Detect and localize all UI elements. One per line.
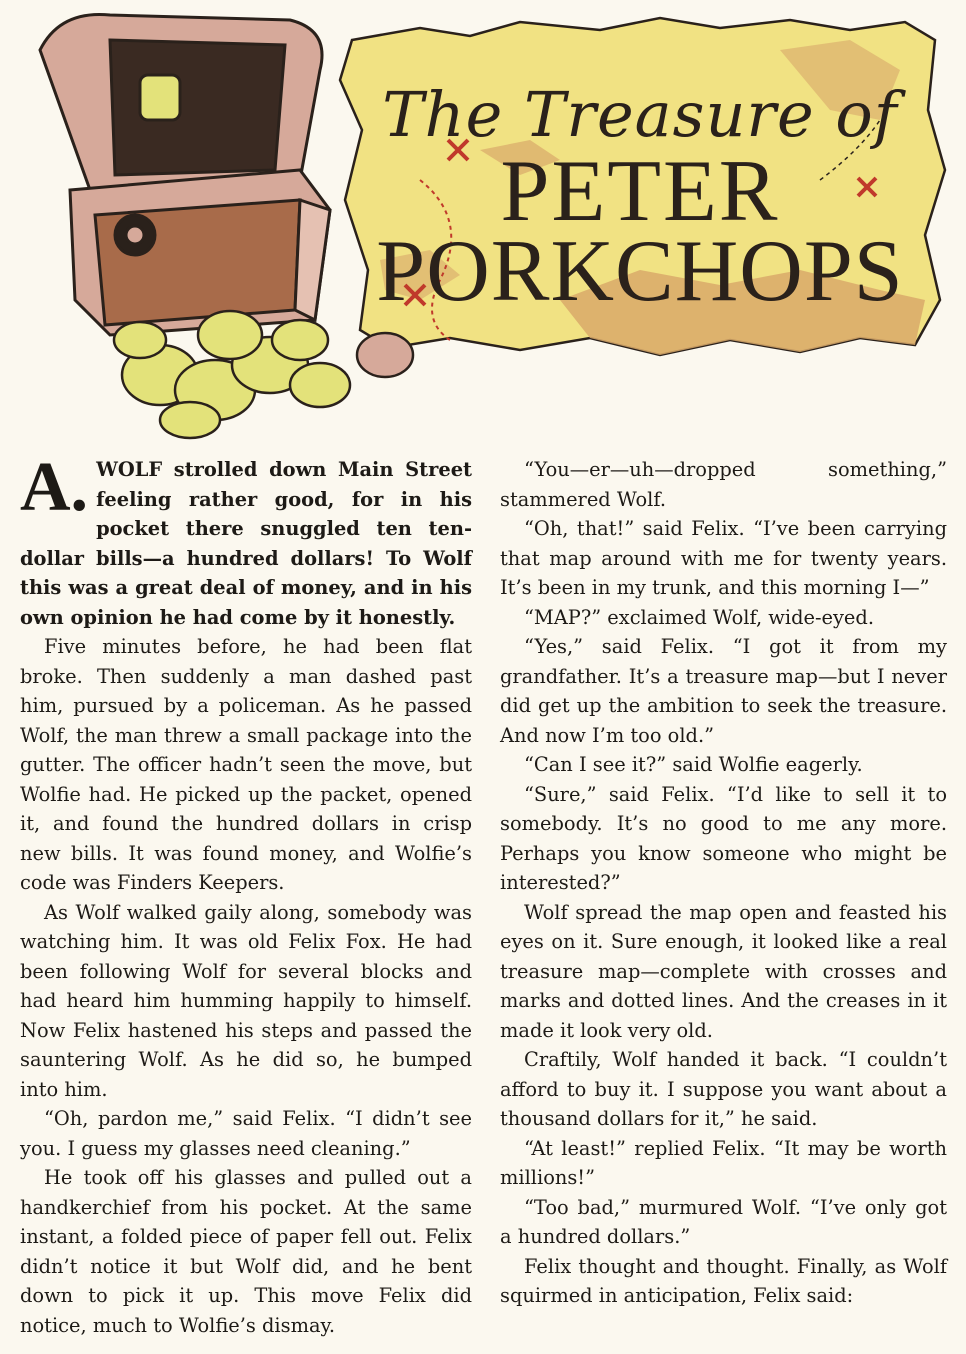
paragraph: Craftily, Wolf handed it back. “I couldn’t afford to buy it. I suppose you want about a thousand dollars for it,” he said. xyxy=(500,1048,947,1130)
paragraph: As Wolf walked gaily along, somebody was watching him. It was old Felix Fox. He had been following Wolf for several blocks and had heard him humming happily to himself. Now Felix hastened his steps and passed the sauntering Wolf. As he did so, he bumped into him. xyxy=(20,900,472,1101)
paragraph: “Too bad,” murmured Wolf. “I’ve only got a hundred dollars.” xyxy=(500,1195,947,1248)
treasure-chest-illustration xyxy=(40,14,330,335)
paragraph: He took off his glasses and pulled out a handkerchief from his pocket. At the same instant, a folded piece of paper fell out. Felix didn’t notice it but Wolf did, and he bent down to pick it up. This move Felix did notice, much to Wolfie’s dismay. xyxy=(20,1166,472,1337)
drop-cap: A. xyxy=(20,449,89,526)
paragraph: “At least!” replied Felix. “It may be worth millions!” xyxy=(500,1136,947,1189)
paragraph: Wolf spread the map open and feasted his eyes on it. Sure enough, it looked like a real treasure map—complete with crosses and marks and dotted lines. And the creases in it made it look very old. xyxy=(500,900,947,1042)
paragraph: “MAP?” exclaimed Wolf, wide-eyed. xyxy=(524,605,874,629)
story-title xyxy=(340,30,940,360)
title-line-3: PORKCHOPS xyxy=(376,223,904,320)
paragraph: “Oh, pardon me,” said Felix. “I didn’t see you. I guess my glasses need cleaning.” xyxy=(20,1107,472,1160)
paragraph: WOLF strolled down Main Street feeling rather good, for in his pocket there snuggled ten ten-dollar bills—a hundred dollars! To Wolf this was a great deal of money, and in his own opinion he had come by it honestly. xyxy=(20,458,472,629)
paragraph: “Sure,” said Felix. “I’d like to sell it to somebody. It’s no good to me any more. Perhaps you know someone who might be interested?” xyxy=(500,782,947,894)
paragraph: Five minutes before, he had been flat broke. Then suddenly a man dashed past him, pursued by a policeman. As he passed Wolf, the man threw a small package into the gutter. The officer hadn’t seen the move, but Wolfie had. He picked up the packet, opened it, and found the hundred dollars in crisp new bills. It was found money, and Wolfie’s code was Finders Keepers. xyxy=(20,635,472,894)
story-column-left xyxy=(20,449,472,1340)
paragraph: “Yes,” said Felix. “I got it from my grandfather. It’s a treasure map—but I never did get up the ambition to seek the treasure. And now I’m too old.” xyxy=(500,635,947,747)
story-column-right xyxy=(500,455,947,1311)
paragraph: “You—er—uh—dropped something,” stammered Wolf. xyxy=(500,458,947,511)
paragraph: “Oh, that!” said Felix. “I’ve been carrying that map around with me for twenty years. It’s been in my trunk, and this morning I—” xyxy=(500,517,947,599)
title-line-2: PETER xyxy=(500,143,780,240)
paragraph: “Can I see it?” said Wolfie eagerly. xyxy=(524,753,863,776)
paragraph: Felix thought and thought. Finally, as Wolf squirmed in anticipation, Felix said: xyxy=(500,1254,947,1307)
title-line-1: The Treasure of xyxy=(382,78,898,151)
